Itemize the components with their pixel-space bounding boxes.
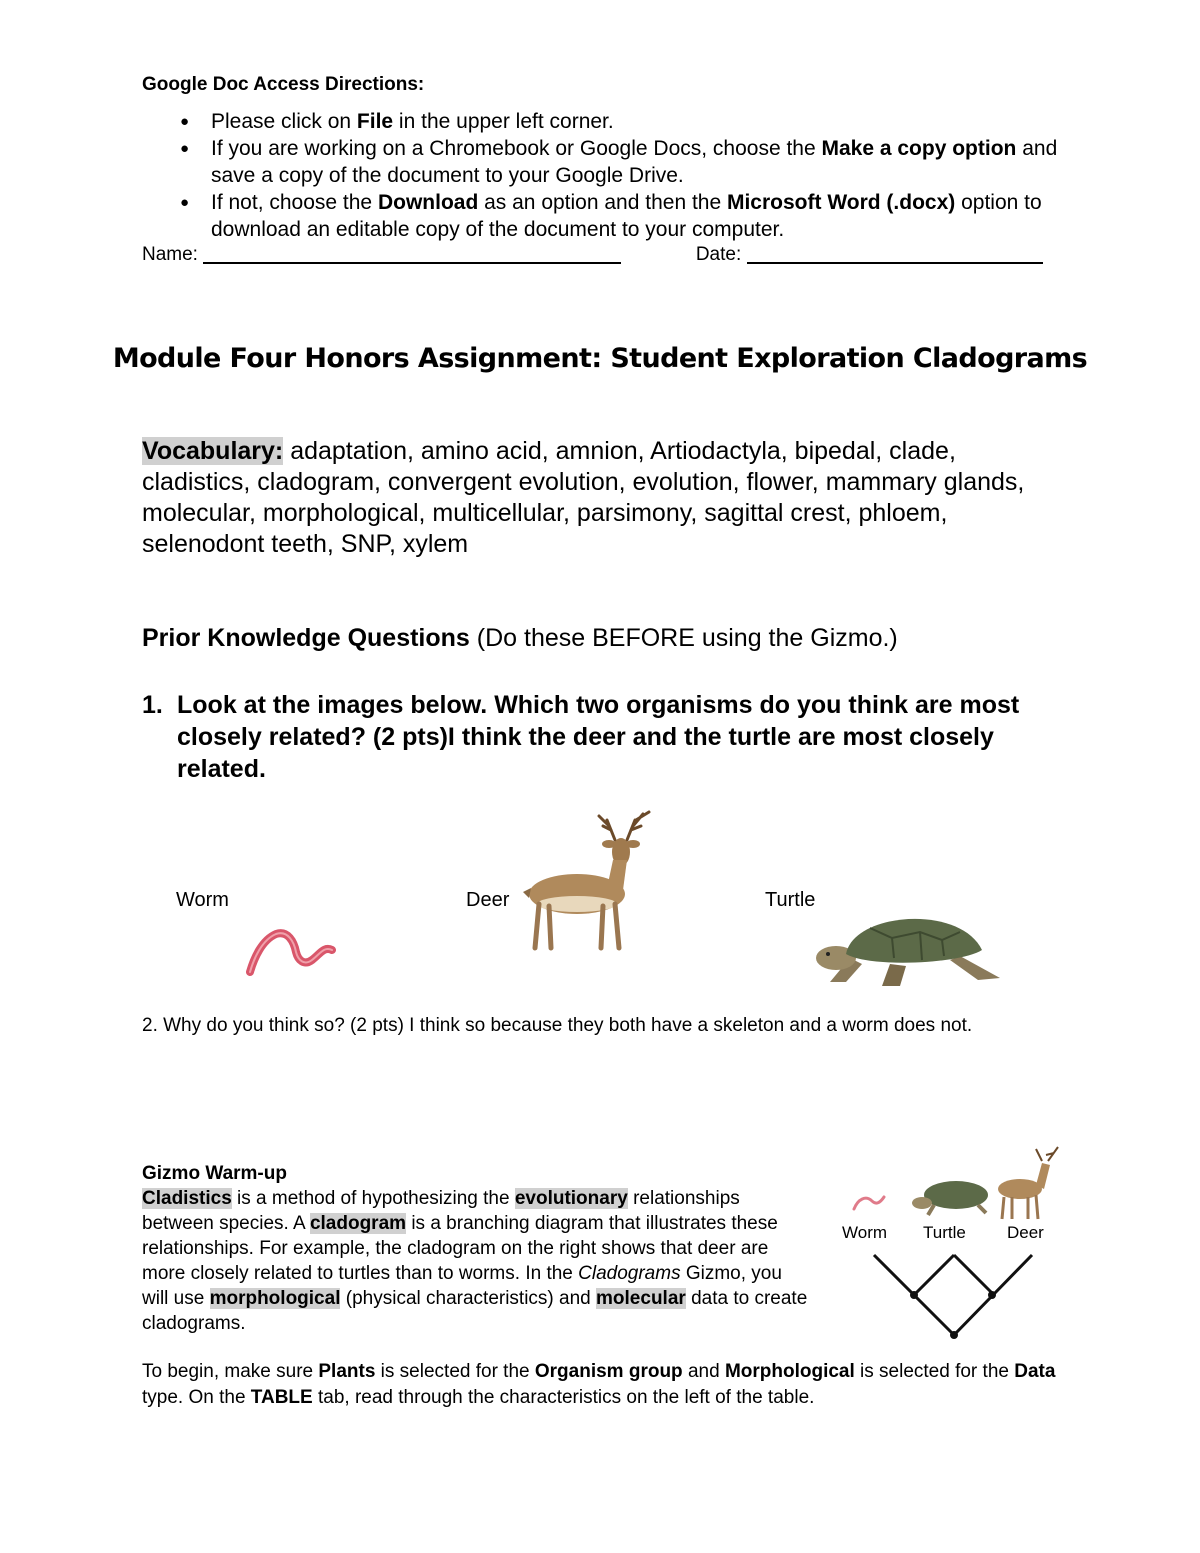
begin-bold: Plants xyxy=(318,1361,376,1382)
gizmo-warmup-heading: Gizmo Warm-up xyxy=(142,1163,287,1184)
warmup-text: relationships between species. A xyxy=(142,1188,740,1234)
term-cladistics: Cladistics xyxy=(142,1188,232,1209)
turtle-label: Turtle xyxy=(765,889,816,911)
begin-text: is selected for the xyxy=(375,1361,535,1382)
prior-knowledge-heading xyxy=(142,624,1082,653)
cladogram-diagram xyxy=(836,1145,1076,1345)
question-number: 1. xyxy=(142,691,163,719)
term-cladogram: cladogram xyxy=(309,1213,407,1234)
cladogram-label-worm: Worm xyxy=(842,1223,888,1242)
date-field[interactable] xyxy=(747,244,1043,264)
question-2: 2. Why do you think so? (2 pts) I think so because they both have a skeleton and a worm does not. xyxy=(142,1015,973,1036)
direction-item xyxy=(142,135,1072,189)
date-label: Date: xyxy=(695,244,742,265)
begin-bold: TABLE xyxy=(250,1387,313,1408)
access-directions-list xyxy=(142,108,1072,243)
direction-text: option to download an editable copy of the document to your computer. xyxy=(211,191,1042,241)
bullet-icon: ● xyxy=(180,113,190,130)
turtle-image xyxy=(810,898,1010,990)
warmup-text: Gizmo, you will use xyxy=(142,1263,782,1309)
cladogram-label-deer: Deer xyxy=(1007,1223,1044,1242)
begin-text: and xyxy=(682,1361,725,1382)
direction-text: in the upper left corner. xyxy=(393,110,614,133)
direction-text: as an option and then the xyxy=(478,191,727,214)
begin-text: tab, read through the characteristics on the left of the table. xyxy=(312,1387,815,1408)
question-1 xyxy=(142,689,1042,785)
name-field[interactable] xyxy=(203,244,621,264)
prior-knowledge-note: (Do these BEFORE using the Gizmo.) xyxy=(469,624,898,652)
warmup-text: data to create cladograms. xyxy=(142,1288,808,1334)
begin-bold: Morphological xyxy=(724,1361,855,1382)
term-molecular: molecular xyxy=(596,1288,686,1309)
direction-bold: Download xyxy=(377,191,479,214)
term-evolutionary: evolutionary xyxy=(514,1188,628,1209)
warmup-paragraph xyxy=(142,1186,812,1336)
worm-image xyxy=(240,920,340,980)
direction-bold: Make a copy option xyxy=(821,137,1017,160)
gizmo-name: Cladograms xyxy=(578,1263,681,1284)
vocabulary-paragraph xyxy=(142,436,1062,560)
direction-bold: File xyxy=(356,110,394,133)
direction-bold: Microsoft Word (.docx) xyxy=(726,191,956,214)
direction-text: Please click on xyxy=(211,110,357,133)
access-directions-heading: Google Doc Access Directions: xyxy=(142,74,425,95)
deer-image xyxy=(515,808,665,953)
begin-text: To begin, make sure xyxy=(142,1361,319,1382)
begin-bold: Data xyxy=(1014,1361,1056,1382)
deer-label: Deer xyxy=(466,889,510,911)
worm-label: Worm xyxy=(176,889,229,911)
vocabulary-terms: adaptation, amino acid, amnion, Artiodactyla, bipedal, clade, cladistics, cladogram, convergent evolution, evolution, flower, mammary glands, molecular, morphological, multicellular, parsimony, sagittal crest, phloem, selenodont teeth, SNP, xylem xyxy=(142,437,1025,558)
direction-text: and save a copy of the document to your Google Drive. xyxy=(211,137,1058,187)
warmup-text: is a method of hypothesizing the xyxy=(231,1188,515,1209)
prior-knowledge-title: Prior Knowledge Questions xyxy=(142,624,470,652)
cladogram-label-turtle: Turtle xyxy=(923,1223,966,1242)
direction-item xyxy=(142,189,1072,243)
direction-text: If not, choose the xyxy=(211,191,378,214)
begin-text: is selected for the xyxy=(854,1361,1015,1382)
bullet-icon: ● xyxy=(180,140,190,157)
name-label: Name: xyxy=(142,244,198,265)
warmup-text: is a branching diagram that illustrates these relationships. For example, the cladogram on the right shows that deer are more closely related to turtles than to worms. In the xyxy=(142,1213,778,1284)
warmup-text: (physical characteristics) and xyxy=(340,1288,597,1309)
name-date-row xyxy=(142,244,1062,266)
direction-item xyxy=(142,108,1072,135)
page-title: Module Four Honors Assignment: Student Exploration Cladograms xyxy=(112,343,1088,374)
vocabulary-label: Vocabulary: xyxy=(142,437,284,465)
begin-text: type. On the xyxy=(142,1387,251,1408)
begin-paragraph xyxy=(142,1359,1072,1411)
question-1-text: Look at the images below. Which two organisms do you think are most closely related? (2 pts)I think the deer and the turtle are most closely related. xyxy=(177,691,1020,783)
term-morphological: morphological xyxy=(209,1288,341,1309)
bullet-icon: ● xyxy=(180,194,190,211)
begin-bold: Organism group xyxy=(534,1361,683,1382)
direction-text: If you are working on a Chromebook or Google Docs, choose the xyxy=(211,137,822,160)
